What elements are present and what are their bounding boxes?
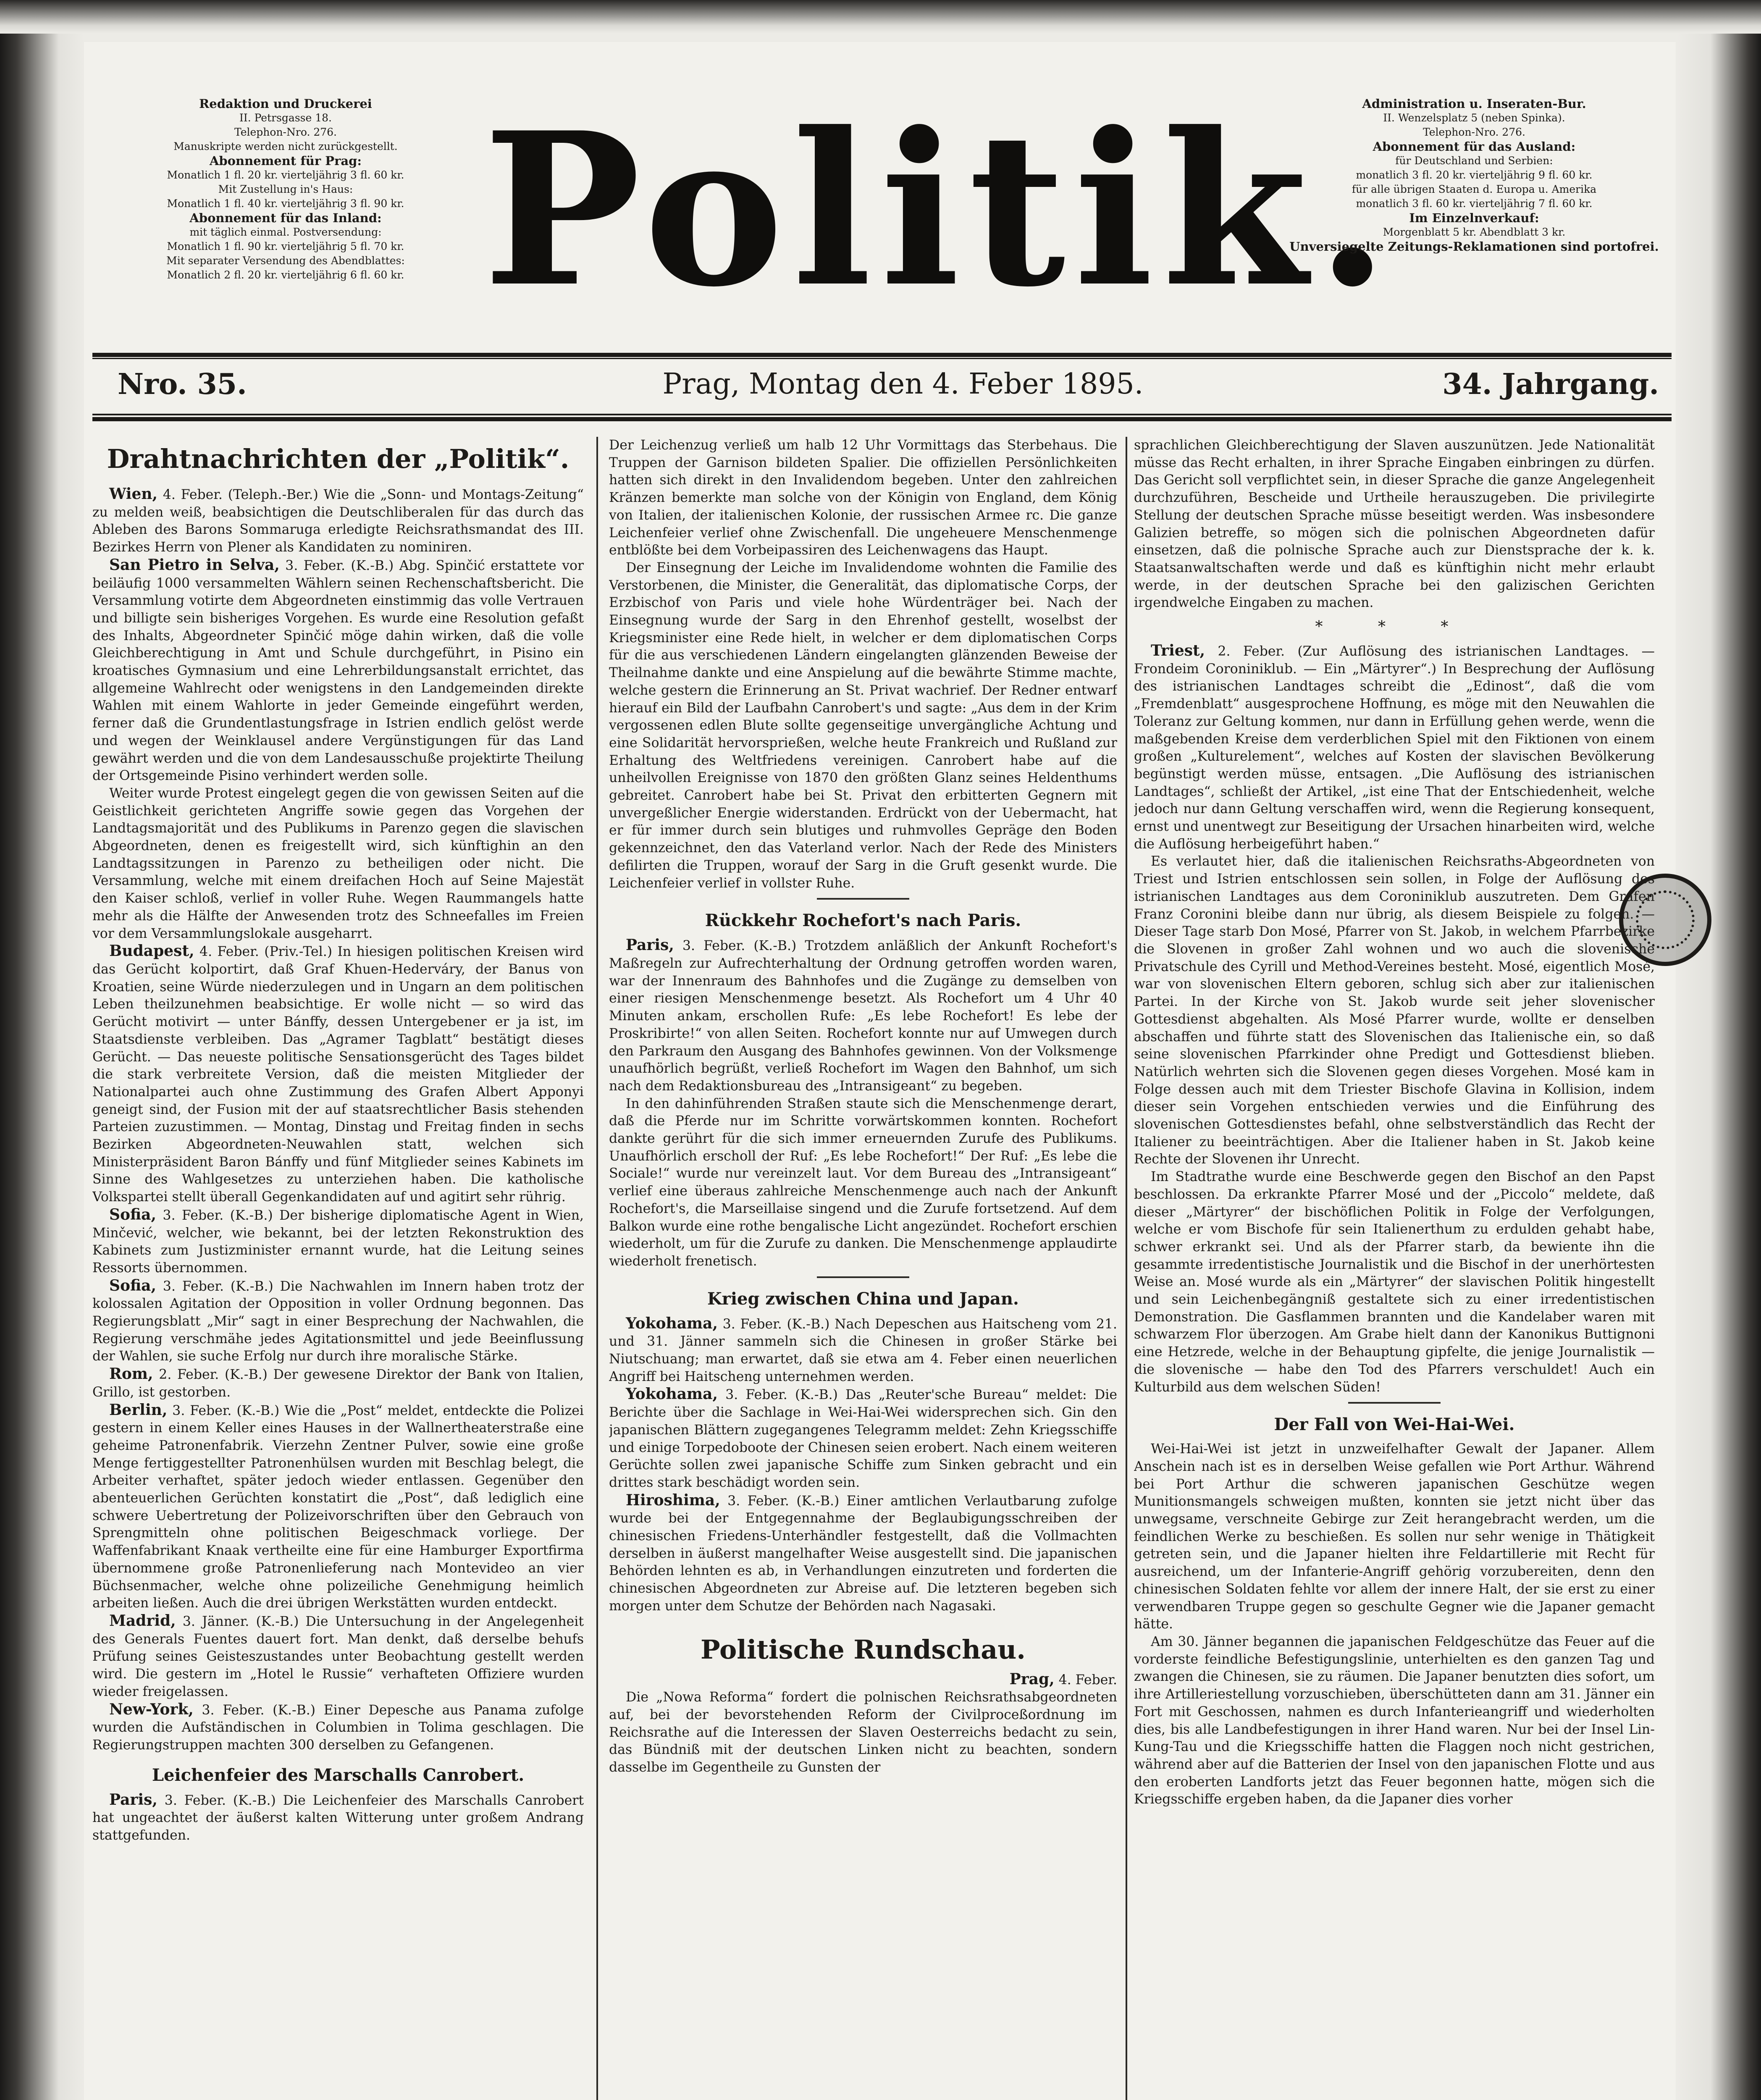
article-paragraph: [609, 1492, 1117, 1615]
article-text: 3. Jänner. (K.-B.) Die Untersuchung in der Angelegenheit des Generals Fuentes dauert fort. Man denkt, daß derselbe behufs Prüfung seines Geisteszustandes unter Beobachtung gestellt werden wird. Die gestern im „Hotel le Russie“ verhafteten Offiziere wurden wieder freigelassen.: [92, 1614, 584, 1699]
article-paragraph: Weiter wurde Protest eingelegt gegen die von gewissen Seiten auf die Geistlichkeit gerichteten Angriffe sowie gegen das Vorgehen der Landtagsmajorität und des Publikums in Parenzo gegen die slavischen Abgeordneten, denen es freigestellt wird, sich künftighin an den Landtagssitzungen in Parenzo zu betheiligen oder nicht. Die Versammlung, welche mit einem dreifachen Hoch auf Seine Majestät den Kaiser schloß, verlief in voller Ruhe. Wegen Raummangels hatte mehr als die Hälfte der Anwesenden trotz des Schneefalles im Freien vor dem Versammlungslokale ausgeharrt.: [92, 785, 584, 941]
article-paragraph: [609, 937, 1117, 1095]
section-heading-large: Politische Rundschau.: [701, 1634, 1026, 1665]
article-paragraph: [609, 1386, 1117, 1491]
abroad-price-1: für Deutschland und Serbien:: [1395, 155, 1553, 167]
redaction-address: II. Petrsgasse 18.: [239, 112, 332, 124]
single-sale-heading: Im Einzelnverkauf:: [1409, 211, 1539, 225]
inland-price-3: Mit separater Versendung des Abendblattes:: [166, 255, 405, 267]
section-heading: Der Fall von Wei-Hai-Wei.: [1274, 1415, 1515, 1435]
section-heading: Krieg zwischen China und Japan.: [707, 1289, 1019, 1309]
article-paragraph: Der Leichenzug verließ um halb 12 Uhr Vormittags das Sterbehaus. Die Truppen der Garnison bildeten Spalier. Die offiziellen Persönlichkeiten hatten sich direkt in den Invalidendom begeben. Unter den zahlreichen Kränzen bemerkte man solche von der Königin von England, dem König von Italien, der italienischen Kolonie, der russischen Armee rc. Die ganze Leichenfeier verlief ohne Zwischenfall. Die ungeheuere Menschenmenge entblößte bei dem Vorbeipassiren des Leichenwagens das Haupt.: [609, 438, 1117, 558]
column-1: [92, 437, 584, 2100]
issue-year: 34. Jahrgang.: [1442, 368, 1659, 401]
article-text: 3. Feber. (K.-B.) Nach Depeschen aus Haitscheng vom 21. und 31. Jänner sammeln sich die Chinesen in großer Stärke bei Niutschuang; man erwartet, daß sie etwa am 4. Feber einen neuerlichen Angriff bei Haitscheng unternehmen werden.: [609, 1316, 1117, 1384]
dateline: Paris,: [626, 936, 674, 954]
page-edge-right: [1677, 0, 1761, 2100]
newspaper-title: Politik.: [483, 87, 1398, 333]
column-2: [609, 437, 1117, 2100]
article-paragraph: [92, 1365, 584, 1401]
column-divider-1: [596, 437, 598, 2100]
admin-address: II. Wenzelsplatz 5 (neben Spinka).: [1383, 112, 1565, 124]
section-separator: [1348, 1402, 1441, 1404]
article-text: 4. Feber.: [1054, 1672, 1117, 1688]
redaction-label: Redaktion und Druckerei: [199, 97, 372, 111]
inland-subscription-heading: Abonnement für das Inland:: [189, 211, 382, 225]
article-paragraph: [92, 1791, 584, 1845]
article-paragraph: In den dahinführenden Straßen staute sich die Menschenmenge derart, daß die Pferde nur im Schritte vorwärtskommen konnten. Rochefort dankte gerührt für die sich immer erneuernden Zurufe des Publikums. Unaufhörlich erscholl der Ruf: „Es lebe Rochefort!“ Der Ruf: „Es lebe die Sociale!“ wurde nur vereinzelt laut. Vor dem Bureau des „Intransigeant“ verlief eine überaus zahlreiche Menschenmenge auch nach der Ankunft Rochefort's, die Marseillaise singend und die Zurufe fortsetzend. Auf dem Balkon wurde eine rothe bengalische Licht angezündet. Rochefort erschien wiederholt, um für die Zurufe zu danken. Die Menschenmenge applaudirte wiederholt frenetisch.: [609, 1096, 1117, 1269]
article-text: 3. Feber. (K.-B.) Die Leichenfeier des Marschalls Canrobert hat ungeachtet der äußerst kalten Witterung unter großem Andrang stattgefunden.: [92, 1793, 584, 1843]
section-heading: Leichenfeier des Marschalls Canrobert.: [152, 1765, 525, 1785]
inland-price-2: Monatlich 1 fl. 90 kr. vierteljährig 5 fl. 70 kr.: [167, 240, 404, 252]
dateline: Madrid,: [109, 1612, 176, 1630]
article-paragraph: sprachlichen Gleichberechtigung der Slaven auszunützen. Jede Nationalität müsse das Recht erhalten, in ihrer Sprache Eingaben einbringen zu dürfen. Das Gericht soll verpflichtet sein, in dieser Sprache die ganze Angelegenheit durchzuführen, Bescheide und Urtheile herauszugeben. Die privilegirte Stellung der deutschen Sprache müsse beseitigt werden. Was insbesondere Galizien betreffe, so mögen sich die polnischen Abgeordneten dafür einsetzen, daß die polnische Sprache auch zur Dienstsprache der k. k. Staatsanwaltschaften werde und daß es künftighin nicht mehr erlaubt werde, in der deutschen Sprache bei den galizischen Gerichten irgendwelche Eingaben zu machen.: [1134, 438, 1655, 611]
article-text: 2. Feber. (Zur Auflösung des istrianischen Landtages. — Frondeim Coroniniklub. — Ein „Märtyrer“.) In Besprechung der Auflösung des istrianischen Landtages schreibt die „Edinost“, daß die vom „Fremdenblatt“ ausgesprochene Hoffnung, es möge mit den Neuwahlen die Toleranz zur Geltung kommen, nur dann in Erfüllung gehen werde, wenn die maßgebenden Kreise dem verderblichen Spiel mit den Fiktionen von einem großen „Kulturelement“, welches auf Kosten der slavischen Bevölkerung begünstigt werden müsse, entsagen. „Die Auflösung des istrianischen Landtages“, schließt der Artikel, „ist eine That der Entschiedenheit, welche jedoch nur dann Geltung verschaffen wird, wenn die Regierung konsequent, ernst und unentwegt zur Beseitigung der Ursachen hinarbeiten wird, welche die Auflösung herbeigeführt haben.“: [1134, 644, 1655, 852]
issue-date: Prag, Montag den 4. Feber 1895.: [662, 368, 1144, 401]
article-text: 3. Feber. (K.-B.) Einer amtlichen Verlautbarung zufolge wurde bei der Entgegennahme der Beglaubigungsschreiben der chinesischen Friedens-Unterhändler festgestellt, daß die Vollmachten derselben in äußerst mangelhafter Weise ausgestellt sind. Die japanischen Behörden lehnten es ab, in Verhandlungen einzutreten und forderten die chinesischen Abgeordneten zur Abreise auf. Die letzteren begeben sich morgen unter dem Schutze der Behörden nach Nagasaki.: [609, 1493, 1117, 1614]
dateline: Rom,: [109, 1365, 153, 1383]
abroad-price-4: monatlich 3 fl. 60 kr. vierteljährig 7 fl. 60 kr.: [1356, 197, 1593, 210]
section-separator: [817, 898, 909, 900]
section-heading: Rückkehr Rochefort's nach Paris.: [705, 911, 1021, 931]
prague-price-1: Monatlich 1 fl. 20 kr. vierteljährig 3 fl. 60 kr.: [167, 169, 404, 181]
article-paragraph: Es verlautet hier, daß die italienischen Reichsraths-Abgeordneten von Triest und Istrien entschlossen sein sollen, in Folge der Auflösung des istrianischen Landtages aus dem Coroniniklub auszutreten. Dem Grafen Franz Coronini bleibe dann nur übrig, als diesem Beispiele zu folgen. — Dieser Tage starb Don Mosé, Pfarrer von St. Jakob, in welchem Pfarrbezirke die Slovenen in großer Zahl wohnen und wo auch die slovenische Privatschule des Cyrill und Method-Vereines besteht. Mosé, eigentlich Mosé, war von slovenischen Eltern geboren, schlug sich aber zur italienischen Partei. In der Kirche von St. Jakob wurde seit jeher slovenischer Gottesdienst abgehalten. Als Mosé Pfarrer wurde, wollte er denselben abschaffen und führte statt des Slovenischen das Italienische ein, so daß seine slovenischen Pfarrkinder ohne Predigt und Gottesdienst blieben. Natürlich wehrten sich die Slovenen gegen dieses Vorgehen. Mosé kam in Folge dessen auch mit dem Triester Bischofe Glavina in Kollision, indem dieser sein Vorgehen entschieden verwies und die Einführung des slovenischen Gottesdienstes befahl, ohne selbstverständlich das Recht der Italiener zu beeinträchtigen. Aber die Italiener haben in St. Jakob keine Rechte der Slovenen ihr Unrecht.: [1134, 854, 1655, 1167]
article-text: 3. Feber. (K.-B.) Der bisherige diplomatische Agent in Wien, Minčević, welcher, wie bekannt, bei der letzten Rekonstruktion des Kabinets zum Justizminister ernannt wurde, hat die Leitung seines Ressorts übernommen.: [92, 1208, 584, 1276]
masthead-left-info: [92, 97, 479, 282]
telegrams-heading: Drahtnachrichten der „Politik“.: [107, 444, 570, 474]
library-stamp-inner: [1636, 890, 1695, 949]
article-text: 3. Feber. (K.-B.) Wie die „Post“ meldet, entdeckte die Polizei gestern in einem Keller eines Hauses in der Wallnertheaterstraße eine geheime Patronenfabrik. Vierzehn Zentner Pulver, sowie eine große Menge fertiggestellter Patronenhülsen wurden mit Beschlag belegt, die Arbeiter verhaftet, später jedoch wieder entlassen. Gegenüber den abenteuerlichen Gerüchten konstatirt die „Post“, daß lediglich eine schwere Uebertretung der Polizeivorschriften über den Gebrauch von Sprengmitteln ohne politischen Beigeschmack vorliege. Der Waffenfabrikant Knaak vertheilte eine für eine Hamburger Exportfirma übernommene große Patronenlieferung nach Montevideo an vier Büchsenmacher, welche ohne polizeiliche Genehmigung heimlich arbeiten ließen. Auch die drei übrigen Werkstätten wurden entdeckt.: [92, 1403, 584, 1611]
article-text: 3. Feber. (K.-B.) Die Nachwahlen im Innern haben trotz der kolossalen Agitation der Opposition in voller Ordnung begonnen. Das Regierungsblatt „Mir“ sagt in einer Besprechung der Nachwahlen, die Regierung verschmähe jedes Agitationsmittel und jede Beeinflussung der Wahlen, sie suche Erfolg nur durch ihre moralische Stärke.: [92, 1278, 584, 1364]
article-text: 3. Feber. (K.-B.) Das „Reuter'sche Bureau“ meldet: Die Berichte über die Sachlage in Wei-Hai-Wei widersprechen sich. Gin den japanischen Blättern zugegangenes Telegramm meldet: Zehn Kriegsschiffe und einige Torpedoboote der Chinesen seien erobert. Nach einem weiteren Gerüchte sollen zwei japanische Schiffe zum Sinken gebracht und ein drittes stark beschädigt worden sein.: [609, 1387, 1117, 1490]
issue-number: Nro. 35.: [118, 368, 247, 401]
article-paragraph: [92, 1206, 584, 1277]
article-text: 4. Feber. (Teleph.-Ber.) Wie die „Sonn- und Montags-Zeitung“ zu melden weiß, beabsichtigen die Deutschliberalen für das durch das Ableben des Barons Sommaruga erledigte Reichsrathsmandat des III. Bezirkes Herrn von Plener als Kandidaten zu nominiren.: [92, 487, 584, 555]
masthead-rule-bottom: [92, 414, 1672, 415]
dateline: New-York,: [109, 1700, 194, 1718]
article-paragraph: [92, 1701, 584, 1754]
page-edge-top: [0, 0, 1761, 34]
article-paragraph: Die „Nowa Reforma“ fordert die polnischen Reichsrathsabgeordneten auf, bei der bevorstehenden Reform der Civilproceßordnung im Reichsrathe auf die Interessen der Slaven Oesterreichs bedacht zu sein, das Bündniß mit der deutschen Linken nicht zu beachten, sondern dasselbe im Gegentheile zu Gunsten der: [609, 1690, 1117, 1775]
column-divider-2: [1126, 437, 1127, 2100]
article-text: 3. Feber. (K.-B.) Abg. Spinčić erstattete vor beiläufig 1000 versammelten Wählern seinen Rechenschaftsbericht. Die Versammlung votirte dem Abgeordneten einstimmig das volle Vertrauen und billigte sein bisheriges Vorgehen. Es wurde eine Resolution gefaßt des Inhalts, Abgeordneter Spinčić möge dahin wirken, daß die volle Gleichberechtigung in Amt und Schule durchgeführt, in Pisino ein kroatisches Gymnasium und eine Lehrerbildungsanstalt errichtet, das allgemeine Wahlrecht oder wenigstens in den Landgemeinden direkte Wahlen mit einem Wahlorte in jeder Gemeinde eingeführt werden, ferner daß die Grundentlastungsfrage in Istrien endlich gelöst werde und wegen der Weinklausel andere Vergünstigungen für das Land gewährt werden und die von dem Landesausschuße projektirte Theilung der Ortsgemeinde Pisino verhindert werden solle.: [92, 558, 584, 784]
masthead-rule-top: [92, 353, 1672, 357]
dateline: Budapest,: [109, 942, 194, 960]
article-text: 2. Feber. (K.-B.) Der gewesene Direktor der Bank von Italien, Grillo, ist gestorben.: [92, 1367, 584, 1400]
article-paragraph: [92, 942, 584, 1206]
dateline: Triest,: [1151, 642, 1205, 660]
prague-price-3: Monatlich 1 fl. 40 kr. vierteljährig 3 fl. 90 kr.: [167, 197, 404, 210]
masthead-rule-bottom-thick: [92, 417, 1672, 421]
admin-label: Administration u. Inseraten-Bur.: [1362, 97, 1586, 111]
section-asterisks: * * *: [1315, 618, 1474, 636]
inland-price-1: mit täglich einmal. Postversendung:: [189, 226, 382, 238]
dateline: Wien,: [109, 485, 158, 503]
article-text: 3. Feber. (K.-B.) Einer Depesche aus Panama zufolge wurden die Aufständischen in Columbien in Tolima geschlagen. Die Regierungstruppen machten 300 derselben zu Gefangenen.: [92, 1702, 584, 1753]
abroad-subscription-heading: Abonnement für das Ausland:: [1373, 139, 1576, 154]
article-paragraph: Am 30. Jänner begannen die japanischen Feldgeschütze das Feuer auf die vorderste feindliche Befestigungslinie, unterhielten es den ganzen Tag und zwangen die Chinesen, sie zu räumen. Die Japaner benutzten dies sofort, um ihre Artilleriestellung vorzuschieben, überschütteten dann am 31. Jänner ein Fort mit Geschossen, nahmen es durch Infanterieangriff und wiederholten dies, bis alle Landbefestigungen in ihrer Hand waren. Nur bei der Insel Lin-Kung-Tau und die Kriegsschiffe hatten die Flaggen noch nicht gestrichen, während aber auf die Batterien der Insel von den japanischen Flotte und aus den eroberten Landforts jetzt das Feuer begonnen hatte, mögen sich die Kriegsschiffe ergeben haben, da die Japaner dies vorher: [1134, 1634, 1655, 1807]
abroad-price-2: monatlich 3 fl. 20 kr. vierteljährig 9 fl. 60 kr.: [1356, 169, 1593, 181]
article-paragraph: [92, 1612, 584, 1701]
dateline: Paris,: [109, 1790, 157, 1809]
dateline: San Pietro in Selva,: [109, 556, 280, 574]
library-stamp: [1619, 874, 1711, 966]
article-dateline-line: [609, 1671, 1117, 1689]
single-sale-price: Morgenblatt 5 kr. Abendblatt 3 kr.: [1383, 226, 1566, 238]
masthead-right-info: [1281, 97, 1667, 254]
reclamation-note: Unversiegelte Zeitungs-Reklamationen sind portofrei.: [1289, 239, 1659, 254]
article-paragraph: [1134, 642, 1655, 853]
article-text: 4. Feber. (Priv.-Tel.) In hiesigen politischen Kreisen wird das Gerücht kolportirt, daß Graf Khuen-Hederváry, der Banus von Kroatien, seine Würde niederzulegen und in Ungarn an dem politischen Leben theilzunehmen beabsichtige. Er wolle nicht — so wird das Gerücht motivirt — unter Bánffy, dessen Untergebener er ja ist, im Staatsdienste verbleiben. Das „Agramer Tagblatt“ bestätigt dieses Gerücht. — Das neueste politische Sensationsgerücht des Tages bildet die stark verbreitete Version, daß die meisten Mitglieder der Nationalpartei auch ohne Zustimmung des Grafen Albert Apponyi geneigt sind, der Fusion mit der auf staatsrechtlicher Basis stehenden Parteien zuzustimmen. — Montag, Dinstag und Freitag finden in sechs Bezirken Abgeordneten-Neuwahlen statt, welchen sich Ministerpräsident Baron Bánffy und fünf Mitglieder seines Kabinets im Sinne des Wahlgesetzes zu unterziehen haben. Die katholische Volkspartei stellt überall Gegenkandidaten auf und agitirt sehr rührig.: [92, 944, 584, 1205]
dateline: Yokohama,: [626, 1385, 718, 1403]
article-paragraph: Der Einsegnung der Leiche im Invalidendome wohnten die Familie des Verstorbenen, die Minister, die Generalität, das diplomatische Corps, der Erzbischof von Paris und viele hohe Würdenträger bei. Nach der Einsegnung wurde der Sarg in den Ehrenhof gestellt, woselbst der Kriegsminister eine Rede hielt, in welcher er dem diplomatischen Corps für die aus verschiedenen Ländern eingelangten glänzenden Beweise der Theilnahme dankte und eine Anspielung auf die bewährte Stimme machte, welche gestern die Erinnerung an St. Privat wachrief. Der Redner entwarf hierauf ein Bild der Laufbahn Canrobert's und sagte: „Aus dem in der Krim vergossenen edlen Blute sollte gegenseitige unvergängliche Achtung und eine Solidarität hervorsprießen, welche heute Frankreich und Rußland zur Erhaltung des Weltfriedens vereinigen. Canrobert habe auf die unheilvollen Ereignisse von 1870 den größten Glanz seines Heldenthums gebreitet. Canrobert habe bei St. Privat den erbitterten Gegnern mit unvergeßlicher Energie widerstanden. Erdrückt von der Uebermacht, hat er für immer durch sein blutiges und ruhmvolles Gepräge den Boden gekennzeichnet, den das Vaterland verlor. Nach der Rede des Ministers defilirten die Truppen, worauf der Sarg in die Gruft gesenkt wurde. Die Leichenfeier verlief in vollster Ruhe.: [609, 560, 1117, 891]
article-paragraph: Wei-Hai-Wei ist jetzt in unzweifelhafter Gewalt der Japaner. Allem Anschein nach ist es in derselben Weise gefallen wie Port Arthur. Während bei Port Arthur die schweren japanischen Geschütze wegen Munitionsmangels schweigen mußten, konnten sie jetzt nicht über das unwegsame, verschneite Gebirge zur Zeit herangebracht werden, um die feindlichen Werke zu beschießen. Es sollen nur sehr wenige in Thätigkeit getreten sein, und die Japaner hielten ihre Feldartillerie mit Recht für ausreichend, um der Infanterie-Angriff gehörig vorzubereiten, denn den chinesischen Soldaten fehlte vor allem der innere Halt, der sie erst zu einer verwendbaren Truppe gegen so geschulte Gegner wie die Japaner gemacht hätte.: [1134, 1441, 1655, 1632]
section-separator: [817, 1276, 909, 1278]
column-3: [1134, 437, 1655, 2100]
abroad-price-3: für alle übrigen Staaten d. Europa u. Amerika: [1352, 183, 1597, 195]
dateline: Sofia,: [109, 1205, 157, 1223]
masthead-rule-top-thin: [92, 358, 1672, 359]
article-paragraph: [609, 1315, 1117, 1386]
dateline: Sofia,: [109, 1276, 157, 1294]
page-edge-left: [0, 0, 84, 2100]
article-paragraph: [92, 1402, 584, 1612]
dateline: Berlin,: [109, 1401, 168, 1419]
dateline: Yokohama,: [626, 1314, 718, 1332]
dateline: Prag,: [1009, 1670, 1055, 1688]
redaction-telephone: Telephon-Nro. 276.: [234, 126, 337, 138]
article-paragraph: Im Stadtrathe wurde eine Beschwerde gegen den Bischof an den Papst beschlossen. Da erkrankte Pfarrer Mosé und der „Piccolo“ meldete, daß dieser „Märtyrer“ der bischöflichen Politik in Folge der Verfolgungen, welche er vom Bischofe für sein Italienerthum zu erdulden gehabt habe, schwer erkrankt sei. Und als der Pfarrer starb, da bewiente ihn die gesammte irredentistische Journalistik und die Bischof in der unerhörtesten Weise an. Mosé wurde als ein „Märtyrer“ der slavischen Politik hingestellt und sein Leichenbegängniß gestaltete sich zu einer irredentistischen Demonstration. Die Gasflammen brannten und die Kandelaber waren mit schwarzem Flor überzogen. Am Grabe hielt dann der Kanonikus Buttignoni eine Hetzrede, welche in der Behauptung gipfelte, die jenige Journalistik — die slovenische — habe den Tod des Pfarrers verschuldet! Auch ein Kulturbild aus dem welschen Süden!: [1134, 1169, 1655, 1395]
article-text: 3. Feber. (K.-B.) Trotzdem anläßlich der Ankunft Rochefort's Maßregeln zur Aufrechterhaltung der Ordnung getroffen worden waren, war der Innenraum des Bahnhofes und die Zugänge zu demselben von einer riesigen Menschenmenge besetzt. Als Rochefort um 4 Uhr 40 Minuten ankam, erschollen Rufe: „Es lebe Rochefort! Es lebe der Proskribirte!“ von allen Seiten. Rochefort konnte nur auf Umwegen durch den Parkraum den Ausgang des Bahnhofes gewinnen. Von der Volksmenge unaufhörlich begrüßt, verließ Rochefort im Wagen den Bahnhof, um sich nach dem Redaktionsbureau des „Intransigeant“ zu begeben.: [609, 938, 1117, 1094]
dateline: Hiroshima,: [626, 1491, 720, 1509]
prague-subscription-heading: Abonnement für Prag:: [209, 154, 362, 168]
article-paragraph: [92, 556, 584, 785]
article-paragraph: [92, 486, 584, 556]
admin-telephone: Telephon-Nro. 276.: [1422, 126, 1526, 138]
prague-price-2: Mit Zustellung in's Haus:: [218, 183, 353, 195]
manuscripts-note: Manuskripte werden nicht zurückgestellt.: [173, 140, 398, 152]
inland-price-4: Monatlich 2 fl. 20 kr. vierteljährig 6 fl. 60 kr.: [167, 269, 404, 281]
article-paragraph: [92, 1277, 584, 1366]
